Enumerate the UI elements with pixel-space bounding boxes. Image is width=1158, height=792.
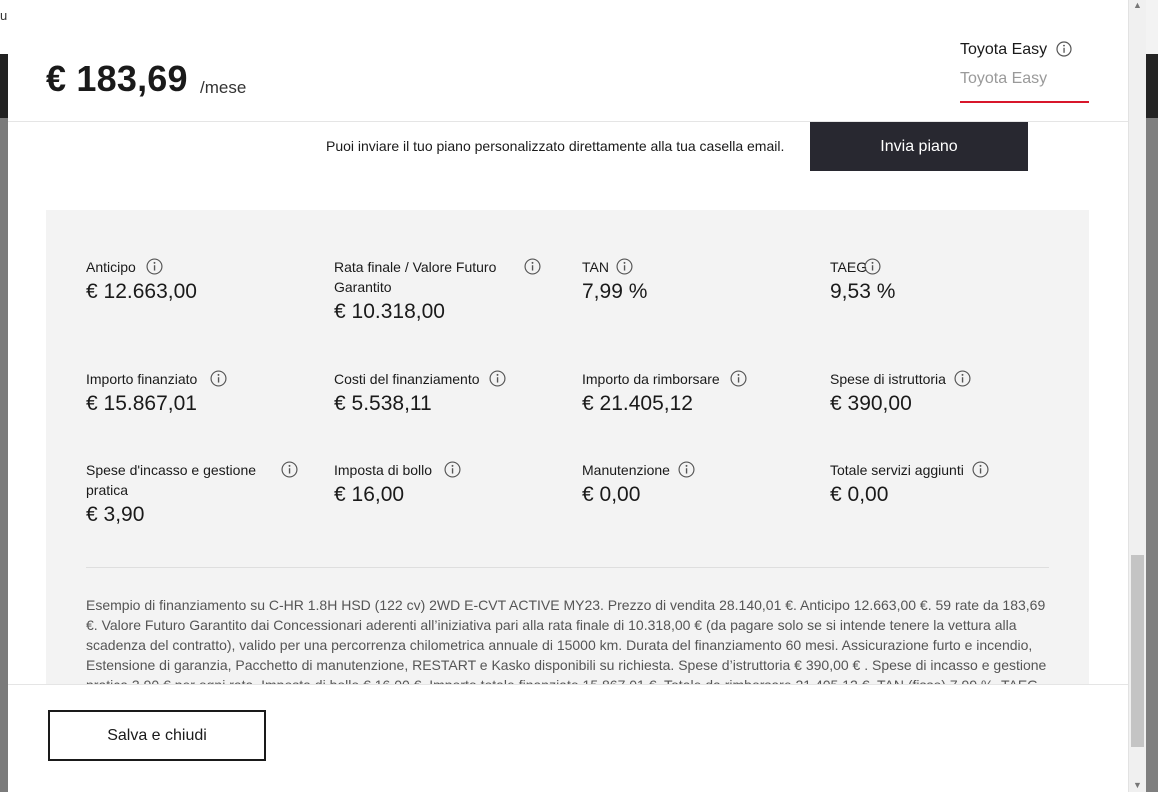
info-circle-icon[interactable] <box>1056 41 1072 62</box>
panel-divider <box>86 567 1049 568</box>
scrollbar-thumb[interactable] <box>1131 555 1144 747</box>
detail-label: Importo finanziato <box>86 371 198 387</box>
info-circle-icon[interactable] <box>444 461 461 483</box>
info-circle-icon[interactable] <box>954 370 971 392</box>
detail-label: TAN <box>582 259 609 275</box>
detail-value: € 21.405,12 <box>582 392 693 415</box>
info-circle-icon[interactable] <box>972 461 989 483</box>
info-circle-icon[interactable] <box>678 461 695 483</box>
modal-footer <box>8 684 1128 792</box>
detail-label: Spese di istruttoria <box>830 371 946 387</box>
detail-label: Anticipo <box>86 259 136 275</box>
detail-item <box>830 460 1050 508</box>
email-plan-text: Puoi inviare il tuo piano personalizzato direttamente alla tua casella email. <box>326 138 785 154</box>
detail-label: Costi del finanziamento <box>334 371 480 387</box>
plan-label: Toyota Easy <box>960 41 1048 58</box>
detail-label: Imposta di bollo <box>334 462 433 478</box>
info-circle-icon[interactable] <box>489 370 506 392</box>
info-circle-icon[interactable] <box>616 258 633 280</box>
detail-item <box>86 369 306 417</box>
price-period: /mese <box>200 78 247 97</box>
background-nav-left <box>0 54 8 118</box>
detail-value: € 390,00 <box>830 392 912 415</box>
background-overlay-left <box>0 118 8 792</box>
background-page-left <box>0 0 8 54</box>
detail-item <box>86 257 306 305</box>
detail-label: Totale servizi aggiunti <box>830 462 964 478</box>
detail-value: € 15.867,01 <box>86 392 197 415</box>
info-circle-icon[interactable] <box>281 461 298 483</box>
detail-label: TAEG <box>830 259 868 275</box>
detail-value: € 0,00 <box>582 483 641 506</box>
monthly-price: € 183,69 <box>46 58 188 99</box>
save-and-close-button[interactable]: Salva e chiudi <box>48 710 266 761</box>
detail-item <box>334 369 554 417</box>
detail-item <box>334 460 554 508</box>
detail-value: € 3,90 <box>86 503 145 526</box>
background-page-text: u <box>0 8 8 23</box>
detail-item <box>830 257 1050 305</box>
info-circle-icon[interactable] <box>146 258 163 280</box>
financing-plan-modal <box>8 0 1128 792</box>
detail-label: Manutenzione <box>582 462 670 478</box>
page-scrollbar[interactable] <box>1128 0 1146 792</box>
plan-select[interactable]: Toyota Easy <box>960 70 1089 103</box>
detail-value: € 10.318,00 <box>334 300 445 323</box>
financing-disclaimer: Esempio di finanziamento su C-HR 1.8H HSD (122 cv) 2WD E-CVT ACTIVE MY23. Prezzo di vendita 28.140,01 €. Anticipo 12.663,00 €. 59 rate da 183,69 €. Valore Futuro Garantito dai Concessionari aderenti all’iniziativa pari alla rata finale di 10.318,00 € (da pagare solo se si intende tenere la vettura alla scadenza del contratto), valido per una percorrenza chilometrica annuale di 15000 km. Durata del finanziamento 60 mesi. Assicurazione furto e incendio, Estensione di garanzia, Pacchetto di manutenzione, RESTART e Kasko disponibili su richiesta. Spese d’istruttoria € 390,00 € . Spese di incasso e gestione <box>86 597 1047 673</box>
detail-value: 9,53 % <box>830 280 896 303</box>
info-circle-icon[interactable] <box>864 258 881 280</box>
detail-item <box>582 257 802 305</box>
info-circle-icon[interactable] <box>524 258 541 280</box>
detail-value: € 5.538,11 <box>334 392 432 415</box>
modal-header <box>8 0 1128 122</box>
detail-value: € 16,00 <box>334 483 405 506</box>
detail-value: € 12.663,00 <box>86 280 197 303</box>
detail-item <box>86 460 306 528</box>
detail-label: Spese d'incasso e gestione pratica <box>86 462 257 498</box>
detail-item <box>334 257 554 325</box>
detail-item <box>830 369 1050 417</box>
detail-label: Importo da rimborsare <box>582 371 720 387</box>
detail-label: Rata finale / Valore Futuro Garantito <box>334 259 497 295</box>
detail-value: € 0,00 <box>830 483 889 506</box>
info-circle-icon[interactable] <box>730 370 747 392</box>
financing-details-panel <box>46 210 1089 710</box>
scroll-down-arrow-icon[interactable]: ▼ <box>1133 780 1142 790</box>
send-plan-button[interactable]: Invia piano <box>810 122 1028 171</box>
detail-item <box>582 369 802 417</box>
scroll-up-arrow-icon[interactable]: ▲ <box>1133 0 1142 10</box>
detail-item <box>582 460 802 508</box>
info-circle-icon[interactable] <box>210 370 227 392</box>
detail-value: 7,99 % <box>582 280 648 303</box>
